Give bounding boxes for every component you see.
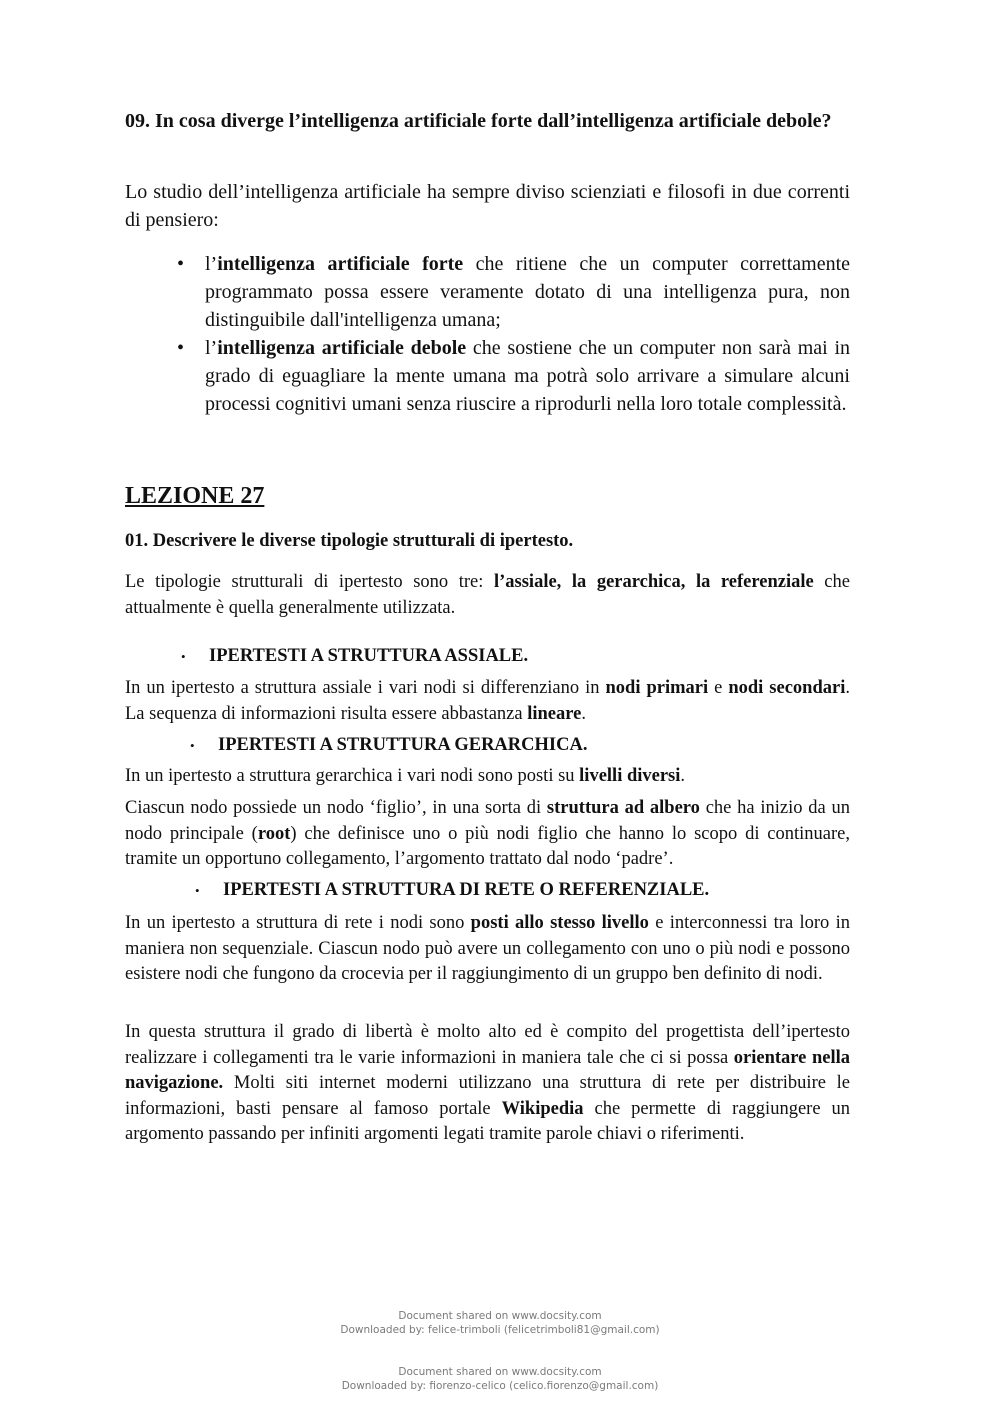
weak-ai-description: che sostiene che un computer non sarà mai in grado di eguagliare la mente umana ma potrà solo arrivare a simulare alcuni processi cognitivi umani senza riuscire a riprodurli nella loro totale complessità. bbox=[205, 337, 850, 415]
text-run: che attualmente è quella generalmente utilizzata. bbox=[125, 572, 850, 618]
section-heading-rete bbox=[195, 878, 710, 902]
heading-text: IPERTESTI A STRUTTURA DI RETE O REFERENZIALE. bbox=[223, 880, 710, 900]
bullet-icon: • bbox=[181, 649, 186, 664]
bold-run: orientare nella navigazione. bbox=[125, 1047, 850, 1093]
weak-ai-term: intelligenza artificiale debole bbox=[217, 337, 467, 359]
bold-run: posti allo stesso livello bbox=[470, 913, 649, 933]
section-heading-assiale bbox=[181, 644, 529, 668]
lesson-intro bbox=[125, 570, 850, 621]
footer-shared-text: Document shared on www.docsity.com bbox=[398, 1310, 602, 1322]
footer-downloaded-text: Downloaded by: felice-trimboli (felicetrimboli81@gmail.com) bbox=[340, 1324, 660, 1336]
bullet-icon: • bbox=[190, 738, 195, 753]
strong-ai-description: che ritiene che un computer correttamente programmato possa essere veramente dotato di una intelligenza pura, non distinguibile dall'intelligenza umana; bbox=[205, 253, 850, 331]
text-run: . La sequenza di informazioni risulta essere abbastanza bbox=[125, 678, 850, 724]
text-run: che ha inizio da un nodo principale ( bbox=[125, 798, 850, 844]
heading-text: IPERTESTI A STRUTTURA GERARCHICA. bbox=[218, 735, 588, 755]
question-09-intro: Lo studio dell’intelligenza artificiale ha sempre diviso scienziati e filosofi in due correnti di pensiero: bbox=[125, 181, 850, 231]
bold-run: nodi primari bbox=[605, 678, 709, 698]
strong-ai-term: intelligenza artificiale forte bbox=[217, 253, 464, 275]
text-run: In un ipertesto a struttura assiale i vari nodi si differenziano in bbox=[125, 678, 606, 698]
bold-run: l’assiale, la gerarchica, la referenziale bbox=[493, 572, 814, 592]
text-run: In un ipertesto a struttura gerarchica i vari nodi sono posti su bbox=[125, 766, 580, 786]
text-run: . bbox=[680, 766, 686, 786]
footer-watermark-1 bbox=[0, 1309, 1000, 1337]
list-item-strong-ai bbox=[125, 250, 850, 334]
text-run: ) che definisce uno o più nodi figlio che hanno lo scopo di continuare, tramite un opportuno collegamento, l’argomento trattato dal nodo ‘padre’. bbox=[125, 823, 850, 869]
text-run: Le tipologie strutturali di ipertesto sono tre: bbox=[125, 572, 494, 592]
question-09-title: 09. In cosa diverge l’intelligenza artificiale forte dall’intelligenza artificiale debole? bbox=[125, 110, 832, 132]
list-item-weak-ai bbox=[125, 334, 850, 418]
strong-ai-prefix: l’ bbox=[205, 253, 218, 275]
bold-run: nodi secondari bbox=[728, 678, 846, 698]
paragraph-assiale bbox=[125, 676, 850, 727]
footer-downloaded-text: Downloaded by: fiorenzo-celico (celico.fiorenzo@gmail.com) bbox=[341, 1380, 659, 1392]
heading-text: IPERTESTI A STRUTTURA ASSIALE. bbox=[209, 646, 529, 666]
ai-types-list bbox=[125, 250, 850, 418]
text-run: . bbox=[581, 703, 586, 724]
paragraph-rete-2 bbox=[125, 1020, 850, 1148]
paragraph-gerarchica-1 bbox=[125, 764, 850, 790]
bold-run: livelli diversi bbox=[579, 766, 681, 786]
text-run: e interconnessi tra loro in maniera non sequenziale. Ciascun nodo può avere un collegamento con uno o più nodi e possono esistere nodi che fungono da crocevia per il raggiungimento di un gruppo ben definito di nodi. bbox=[125, 913, 850, 984]
section-heading-gerarchica bbox=[190, 733, 588, 757]
text-run: Molti siti internet moderni utilizzano una struttura di rete per distribuire le informazioni, basti pensare al famoso portale bbox=[125, 1073, 850, 1119]
bold-run: struttura ad albero bbox=[546, 798, 700, 818]
bullet-icon: • bbox=[177, 337, 185, 359]
footer-shared-text: Document shared on www.docsity.com bbox=[398, 1366, 602, 1378]
bullet-icon: • bbox=[195, 883, 200, 898]
paragraph-rete-1 bbox=[125, 911, 850, 988]
bold-run: lineare bbox=[527, 703, 582, 724]
text-run: In un ipertesto a struttura di rete i nodi sono bbox=[125, 913, 471, 933]
footer-watermark-2 bbox=[0, 1365, 1000, 1393]
question-01-title: 01. Descrivere le diverse tipologie strutturali di ipertesto. bbox=[125, 531, 574, 551]
text-run: Ciascun nodo possiede un nodo ‘figlio’, in una sorta di bbox=[125, 798, 547, 818]
bullet-icon: • bbox=[177, 253, 185, 275]
text-run: che permette di raggiungere un argomento passando per infiniti argomenti legati tramite parole chiavi o riferimenti. bbox=[125, 1098, 850, 1144]
text-run: In questa struttura il grado di libertà è molto alto ed è compito del progettista dell’ipertesto realizzare i collegamenti tra le varie informazioni in maniera tale che ci si possa bbox=[125, 1022, 850, 1068]
bold-run: root bbox=[257, 823, 291, 844]
lesson-heading: LEZIONE 27 bbox=[125, 483, 265, 509]
text-run: e bbox=[708, 678, 729, 698]
bold-run: Wikipedia bbox=[501, 1098, 584, 1119]
weak-ai-prefix: l’ bbox=[205, 337, 218, 359]
paragraph-gerarchica-2 bbox=[125, 796, 850, 873]
